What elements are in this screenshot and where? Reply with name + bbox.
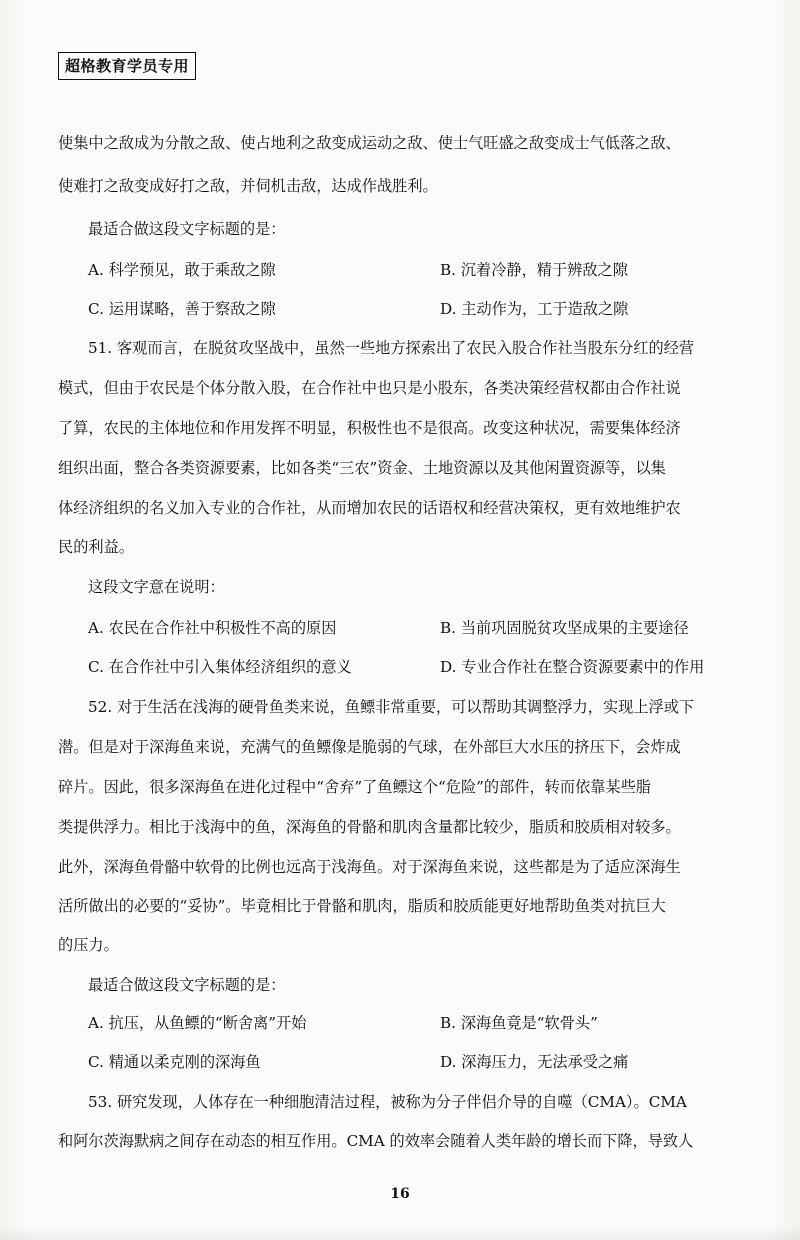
q51-option-c[interactable]: C. 在合作社中引入集体经济组织的意义: [88, 658, 352, 676]
q50-option-d[interactable]: D. 主动作为，工于造敌之隙: [440, 300, 629, 318]
q50-prompt: 最适合做这段文字标题的是：: [88, 220, 286, 238]
q53-stem-line-2: 和阿尔茨海默病之间存在动态的相互作用。CMA 的效率会随着人类年龄的增长而下降，导致人: [58, 1132, 694, 1150]
q52-stem-line-2: 潜。但是对于深海鱼来说，充满气的鱼鳔像是脆弱的气球，在外部巨大水压的挤压下，会炸成: [58, 738, 681, 756]
q52-stem-line-4: 类提供浮力。相比于浅海中的鱼，深海鱼的骨骼和肌肉含量都比较少，脂质和胶质相对较多。: [58, 818, 681, 836]
q52-stem-line-3: 碎片。因此，很多深海鱼在进化过程中“舍弃”了鱼鳔这个“危险”的部件，转而依靠某些脂: [58, 778, 651, 796]
q52-prompt: 最适合做这段文字标题的是：: [88, 976, 286, 994]
q52-stem-line-1: 52. 对于生活在浅海的硬骨鱼类来说，鱼鳔非常重要，可以帮助其调整浮力，实现上浮或下: [88, 698, 695, 716]
q51-prompt: 这段文字意在说明：: [88, 578, 225, 596]
q53-stem-line-1: 53. 研究发现，人体存在一种细胞清洁过程，被称为分子伴侣介导的自噬（CMA）。CMA: [88, 1093, 687, 1111]
q52-stem-line-7: 的压力。: [58, 936, 119, 954]
q51-stem-line-5: 体经济组织的名义加入专业的合作社，从而增加农民的话语权和经营决策权，更有效地维护农: [58, 499, 681, 517]
page-number: 16: [390, 1186, 410, 1202]
q51-stem-line-6: 民的利益。: [58, 538, 134, 556]
q50-option-c[interactable]: C. 运用谋略，善于察敌之隙: [88, 300, 276, 318]
q52-option-d[interactable]: D. 深海压力，无法承受之痛: [440, 1053, 629, 1071]
q50-continuation-line-1: 使集中之敌成为分散之敌、使占地利之敌变成运动之敌、使士气旺盛之敌变成士气低落之敌、: [58, 134, 681, 152]
q51-stem-line-3: 了算，农民的主体地位和作用发挥不明显，积极性也不是很高。改变这种状况，需要集体经济: [58, 419, 681, 437]
q52-stem-line-5: 此外，深海鱼骨骼中软骨的比例也远高于浅海鱼。对于深海鱼来说，这些都是为了适应深海生: [58, 858, 681, 876]
q51-option-a[interactable]: A. 农民在合作社中积极性不高的原因: [88, 619, 337, 637]
scan-edge-shadow: [0, 1226, 800, 1240]
q52-stem-line-6: 活所做出的必要的“妥协”。毕竟相比于骨骼和肌肉，脂质和胶质能更好地帮助鱼类对抗巨大: [58, 897, 666, 915]
q50-option-b[interactable]: B. 沉着冷静，精于辨敌之隙: [440, 261, 628, 279]
q52-option-b[interactable]: B. 深海鱼竟是“软骨头”: [440, 1014, 598, 1032]
q50-option-a[interactable]: A. 科学预见，敢于乘敌之隙: [88, 261, 276, 279]
q51-stem-line-2: 模式，但由于农民是个体分散入股，在合作社中也只是小股东，各类决策经营权都由合作社说: [58, 379, 681, 397]
q51-stem-line-1: 51. 客观而言，在脱贫攻坚战中，虽然一些地方探索出了农民入股合作社当股东分红的经营: [88, 339, 695, 357]
q50-continuation-line-2: 使难打之敌变成好打之敌，并伺机击敌，达成作战胜利。: [58, 177, 438, 195]
q51-option-b[interactable]: B. 当前巩固脱贫攻坚成果的主要途径: [440, 619, 689, 637]
q52-option-c[interactable]: C. 精通以柔克刚的深海鱼: [88, 1053, 261, 1071]
q51-stem-line-4: 组织出面，整合各类资源要素，比如各类“三农”资金、土地资源以及其他闲置资源等，以集: [58, 459, 666, 477]
q51-option-d[interactable]: D. 专业合作社在整合资源要素中的作用: [440, 658, 705, 676]
q52-option-a[interactable]: A. 抗压，从鱼鳔的“断舍离”开始: [88, 1014, 307, 1032]
student-only-stamp: 超格教育学员专用: [58, 52, 196, 80]
